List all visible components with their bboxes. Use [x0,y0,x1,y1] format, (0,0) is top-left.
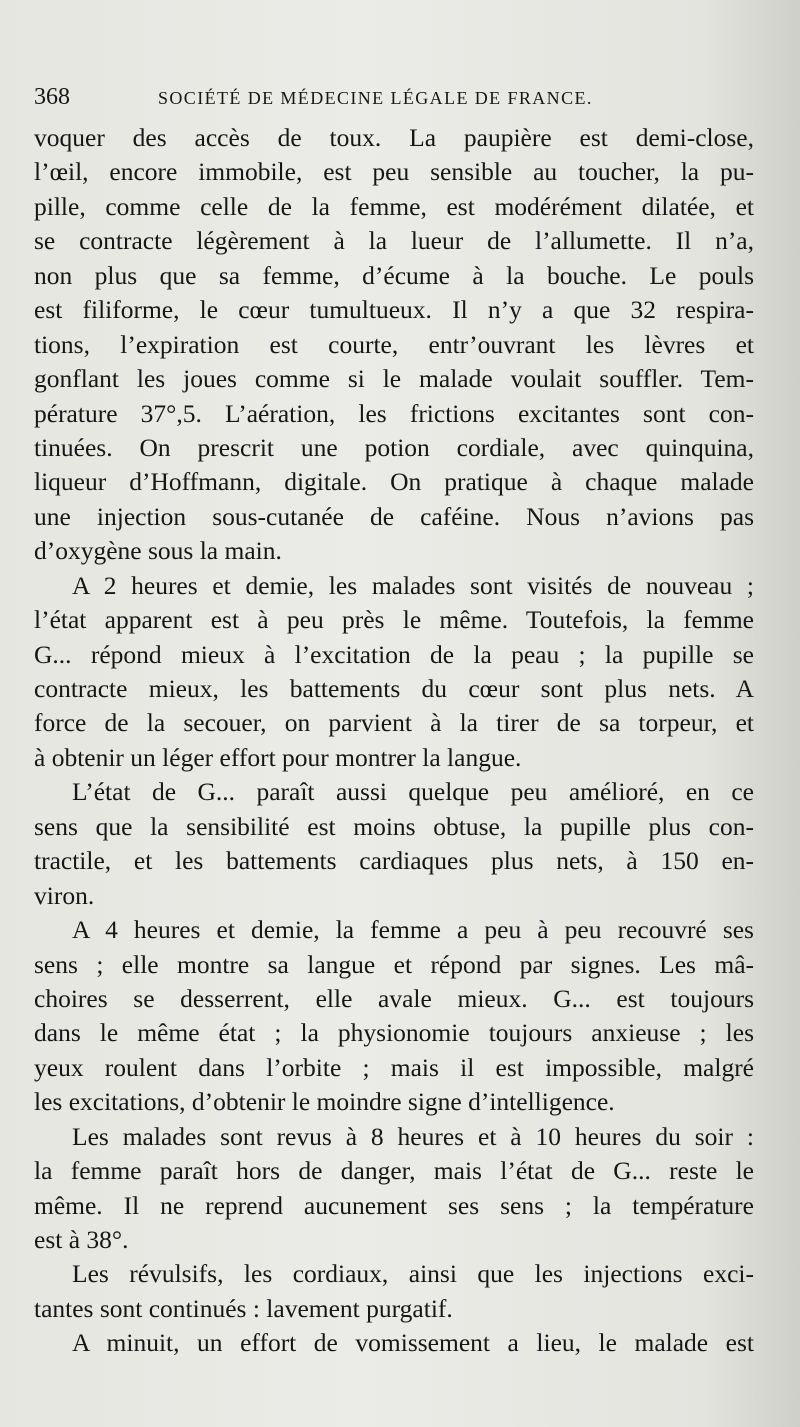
text-line: les excitations, d’obtenir le moindre signe d’intelligence. [34,1087,615,1117]
text-line: yeux roulent dans l’orbite ; mais il est impossible, malgré [34,1052,754,1082]
text-line: tantes sont continués : lavement purgatif. [34,1293,453,1323]
text-line: une injection sous-cutanée de caféine. Nous n’avions pas [34,501,754,531]
text-line: liqueur d’Hoffmann, digitale. On pratique à chaque malade [34,467,754,497]
text-line: gonflant les joues comme si le malade voulait souffler. Tem- [34,364,754,394]
text-line: se contracte légèrement à la lueur de l’allumette. Il n’a, [34,226,754,256]
text-line: même. Il ne reprend aucunement ses sens ; la température [34,1190,754,1220]
text-line: tractile, et les battements cardiaques plus nets, à 150 en- [34,846,754,876]
text-line: L’état de G... paraît aussi quelque peu amélioré, en ce [72,777,754,807]
text-line: A minuit, un effort de vomissement a lieu, le malade est [72,1328,754,1358]
running-head: SOCIÉTÉ DE MÉDECINE LÉGALE DE FRANCE. [158,88,593,108]
text-line: Les révulsifs, les cordiaux, ainsi que les injections exci- [72,1259,754,1289]
text-line: A 4 heures et demie, la femme a peu à peu recouvré ses [72,915,754,945]
text-line: l’œil, encore immobile, est peu sensible au toucher, la pu- [34,157,754,187]
text-line: d’oxygène sous la main. [34,536,282,566]
page-number: 368 [34,84,70,110]
text-line: est à 38°. [34,1225,129,1254]
text-line: voquer des accès de toux. La paupière est demi-close, [34,123,754,152]
text-line: A 2 heures et demie, les malades sont visités de nouveau ; [72,570,754,600]
page-header [34,84,754,114]
text-line: Les malades sont revus à 8 heures et à 10 heures du soir : [72,1121,754,1151]
text-line: non plus que sa femme, d’écume à la bouche. Le pouls [34,260,754,290]
text-line: viron. [34,880,95,910]
text-line: sens ; elle montre sa langue et répond par signes. Les mâ- [34,949,754,979]
text-line: à obtenir un léger effort pour montrer la langue. [34,742,522,772]
text-line: sens que la sensibilité est moins obtuse, la pupille plus con- [34,811,754,841]
text-line: est filiforme, le cœur tumultueux. Il n’y a que 32 respira- [34,295,754,325]
text-line: G... répond mieux à l’excitation de la peau ; la pupille se [34,639,754,669]
text-line: contracte mieux, les battements du cœur sont plus nets. A [34,674,754,703]
text-line: pérature 37°,5. L’aération, les frictions excitantes sont con- [34,398,754,428]
text-line: tions, l’expiration est courte, entr’ouvrant les lèvres et [34,329,754,359]
text-line: choires se desserrent, elle avale mieux. G... est toujours [34,983,754,1013]
text-line: l’état apparent est à peu près le même. Toutefois, la femme [34,605,754,635]
text-line: tinuées. On prescrit une potion cordiale, avec quinquina, [34,432,754,462]
text-line: la femme paraît hors de danger, mais l’état de G... reste le [34,1156,754,1186]
text-line: force de la secouer, on parvient à la tirer de sa torpeur, et [34,708,754,738]
text-line: pille, comme celle de la femme, est modérément dilatée, et [34,191,754,221]
text-line: dans le même état ; la physionomie toujours anxieuse ; les [34,1018,754,1048]
body-text [34,121,754,1361]
